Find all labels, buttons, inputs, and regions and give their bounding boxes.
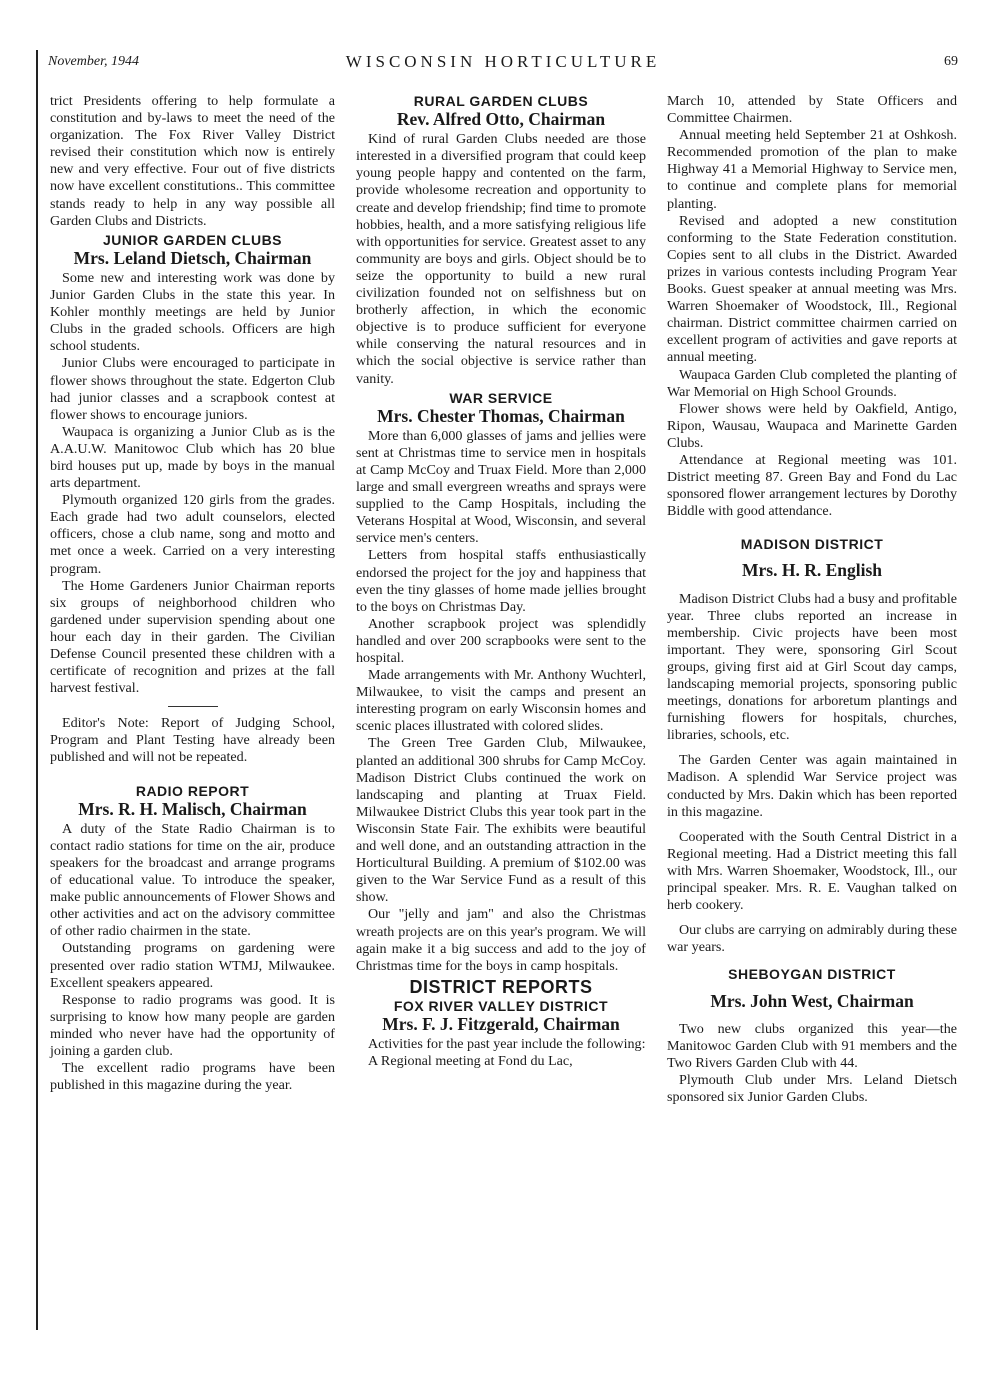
paragraph: Waupaca is organizing a Junior Club as is the A.A.U.W. Manitowoc Club which has 20 blue bird houses put up, made by boys in the manual arts department.	[50, 423, 335, 492]
section-heading-sheboygan-district: SHEBOYGAN DISTRICT	[728, 966, 896, 983]
column-left	[50, 93, 335, 1094]
paragraph: March 10, attended by State Officers and Committee Chairmen.	[667, 93, 957, 127]
chairman-name: Mrs. John West, Chairman	[710, 990, 914, 1011]
left-margin-rule	[36, 50, 38, 1330]
paragraph: A Regional meeting at Fond du Lac,	[368, 1053, 573, 1070]
paragraph: Plymouth organized 120 girls from the grades. Each grade had two adult counselors, elected officers, chose a club name, song and motto and met once a week. Carried on a very interesting program.	[50, 492, 335, 577]
chairman-name: Rev. Alfred Otto, Chairman	[396, 109, 606, 130]
paragraph: A duty of the State Radio Chairman is to contact radio stations for time on the air, produce speakers for the broadcast and arrange programs of educational value. To introduce the speaker, make public announcements of Flower Shows and other activities and act on the advisory committee of other radio chairmen in the state.	[50, 820, 335, 940]
paragraph: Our clubs are carrying on admirably during these war years.	[667, 922, 957, 956]
paragraph: Our "jelly and jam" and also the Christmas wreath projects are on this year's program. We will again make it a big success and add to the joy of Christmas time for the boys in camp hospitals.	[356, 906, 646, 974]
page-header	[48, 54, 958, 80]
paragraph: Revised and adopted a new constitution conforming to the State Federation constitution. Copies sent to all clubs in the District. Awarded prizes in various contests including Program Year Books. Guest speaker at annual meeting was Mrs. Warren Shoemaker of Woodstock, Ill., Regional chairman. District committee chairmen carried on excellent program of activities and gave reports at annual meeting.	[667, 212, 957, 366]
issue-date: November, 1944	[48, 54, 139, 69]
paragraph: Another scrapbook project was splendidly handled and over 200 scrapbooks were sent to the hospital.	[356, 615, 646, 666]
section-heading-rural-garden-clubs: RURAL GARDEN CLUBS	[413, 93, 589, 109]
paragraph: Junior Clubs were encouraged to participate in flower shows throughout the state. Edgerton Club had junior classes and a scrapbook contest at flower shows to encourage juniors.	[50, 355, 335, 423]
paragraph: Plymouth Club under Mrs. Leland Dietsch sponsored six Junior Garden Clubs.	[667, 1071, 957, 1105]
section-heading-war-service: WAR SERVICE	[449, 389, 553, 406]
divider	[168, 706, 218, 707]
paragraph: Attendance at Regional meeting was 101. District meeting 87. Green Bay and Fond du Lac sponsored flower arrangement lectures by Dorothy Biddle with good attendance.	[667, 451, 957, 520]
section-heading-madison-district: MADISON DISTRICT	[740, 536, 884, 553]
paragraph: Flower shows were held by Oakfield, Antigo, Ripon, Wausau, Waupaca and Marinette Garden Clubs.	[667, 400, 957, 451]
paragraph: Letters from hospital staffs enthusiastically endorsed the project for the joy and happiness that even the tiny glasses of home made jellies brought to the boys on Christmas Day.	[356, 547, 646, 615]
paragraph: trict Presidents offering to help formulate a constitution and by-laws to meet the need of the organization. The Fox River Valley District revised their constitution which now is entirely new and very effective. Four out of five districts now have excellent constitutions.. This committee stands ready to help in any way possible all Garden Clubs and Districts.	[50, 93, 335, 229]
paragraph: Activities for the past year include the following:	[368, 1036, 646, 1053]
section-heading-district-reports: DISTRICT REPORTS	[409, 976, 593, 997]
paragraph: Kind of rural Garden Clubs needed are those interested in a diversified program that could keep young people happy and contented on the farm, provide wholesome recreation and opportunity to create and develop friendship; find time to promote hobbies, health, and a more satisfying religious life with opportunities for service. Greatest asset to any community are boys and girls. Object should be to seize the opportunity to build a new rural civilization founded not on selfishness but on brotherly affection, in which the economic objective is to produce sufficient for everyone while conserving the natural resources and in which the social objective is service rather than vanity.	[356, 131, 647, 387]
page-number: 69	[944, 54, 958, 69]
paragraph: Two new clubs organized this year—the Manitowoc Garden Club with 91 members and the Two Rivers Garden Club with 44.	[667, 1020, 957, 1071]
chairman-name: Mrs. R. H. Malisch, Chairman	[78, 798, 307, 819]
paragraph: Cooperated with the South Central District in a Regional meeting. Had a District meeting this fall with Mrs. Warren Shoemaker, Woodstock, Ill., our principal speaker. Mrs. R. E. Vaughan talked on herb cookery.	[667, 828, 957, 914]
paragraph: Waupaca Garden Club completed the planting of War Memorial on High School Grounds.	[667, 366, 957, 400]
paragraph: Made arrangements with Mr. Anthony Wuchterl, Milwaukee, to visit the camps and present an interesting program on early Wisconsin homes and scenic places illustrated with colored slides.	[356, 667, 646, 735]
chairman-name: Mrs. Chester Thomas, Chairman	[377, 405, 625, 426]
paragraph: Some new and interesting work was done by Junior Garden Clubs in the state this year. In Kohler monthly meetings are held by Junior Clubs in the graded schools. Officers are high school students.	[50, 269, 335, 355]
editor-note: Editor's Note: Report of Judging School, Program and Plant Testing have already been published and will not be repeated.	[50, 715, 335, 766]
section-heading-radio-report: RADIO REPORT	[135, 782, 250, 799]
paragraph: Madison District Clubs had a busy and profitable year. Three clubs reported an increase in membership. Civic projects have been most important. They were, sponsoring Girl Scout groups, giving first aid at Girl Scout day camps, landscaping memorial projects, sponsoring public meetings, donations for arboretum plantings and furnishing flowers for hospitals, churches, libraries, schools, etc.	[667, 590, 957, 744]
chairman-name: Mrs. Leland Dietsch, Chairman	[73, 247, 312, 268]
paragraph: Response to radio programs was good. It is surprising to know how many people are garden minded who never have had the opportunity of joining a garden club.	[50, 991, 335, 1059]
paragraph: Outstanding programs on gardening were presented over radio station WTMJ, Milwaukee. Excellent speakers appeared.	[50, 940, 335, 991]
chairman-name: Mrs. H. R. English	[741, 560, 883, 581]
column-middle	[356, 93, 646, 1070]
subheading-fox-river-valley-district: FOX RIVER VALLEY DISTRICT	[393, 997, 609, 1014]
paragraph: The Home Gardeners Junior Chairman reports six groups of neighborhood children who gardened under supervision spending about one hour each day in their garden. The Civilian Defense Council presented these children with a certificate of recognition and prizes at the fall harvest festival.	[50, 577, 335, 697]
chairman-name: Mrs. F. J. Fitzgerald, Chairman	[382, 1013, 620, 1034]
paragraph: Annual meeting held September 21 at Oshkosh. Recommended promotion of the plan to make Highway 41 a Memorial Highway to Service men, to continue and complete plans for memorial planting.	[667, 127, 957, 212]
paragraph: The Garden Center was again maintained in Madison. A splendid War Service project was conducted by Mrs. Dakin which has been reported in this magazine.	[667, 752, 957, 820]
paragraph: The excellent radio programs have been published in this magazine during the year.	[50, 1060, 335, 1094]
paragraph: The Green Tree Garden Club, Milwaukee, planted an additional 300 shrubs for Camp McCoy. Madison District Clubs continued the work on landscaping and planting at Truax Field. Milwaukee District Clubs this year took part in the Wisconsin State Fair. The exhibits were beautiful and well done, and an outstanding attraction in the Horticultural Building. A premium of $102.00 was given to the War Service Fund as a result of this show.	[356, 735, 646, 906]
publication-title: WISCONSIN HORTICULTURE	[345, 52, 661, 71]
section-heading-junior-garden-clubs: JUNIOR GARDEN CLUBS	[102, 231, 283, 248]
paragraph: More than 6,000 glasses of jams and jellies were sent at Christmas time to service men in hospitals at Camp McCoy and Truax Field. More than 2,000 large and small evergreen wreaths and sprays were supplied to the Camp Hospitals, including the Veterans Hospital at Wood, Wisconsin, and several service men's centers.	[356, 427, 646, 547]
column-right	[667, 93, 957, 1106]
